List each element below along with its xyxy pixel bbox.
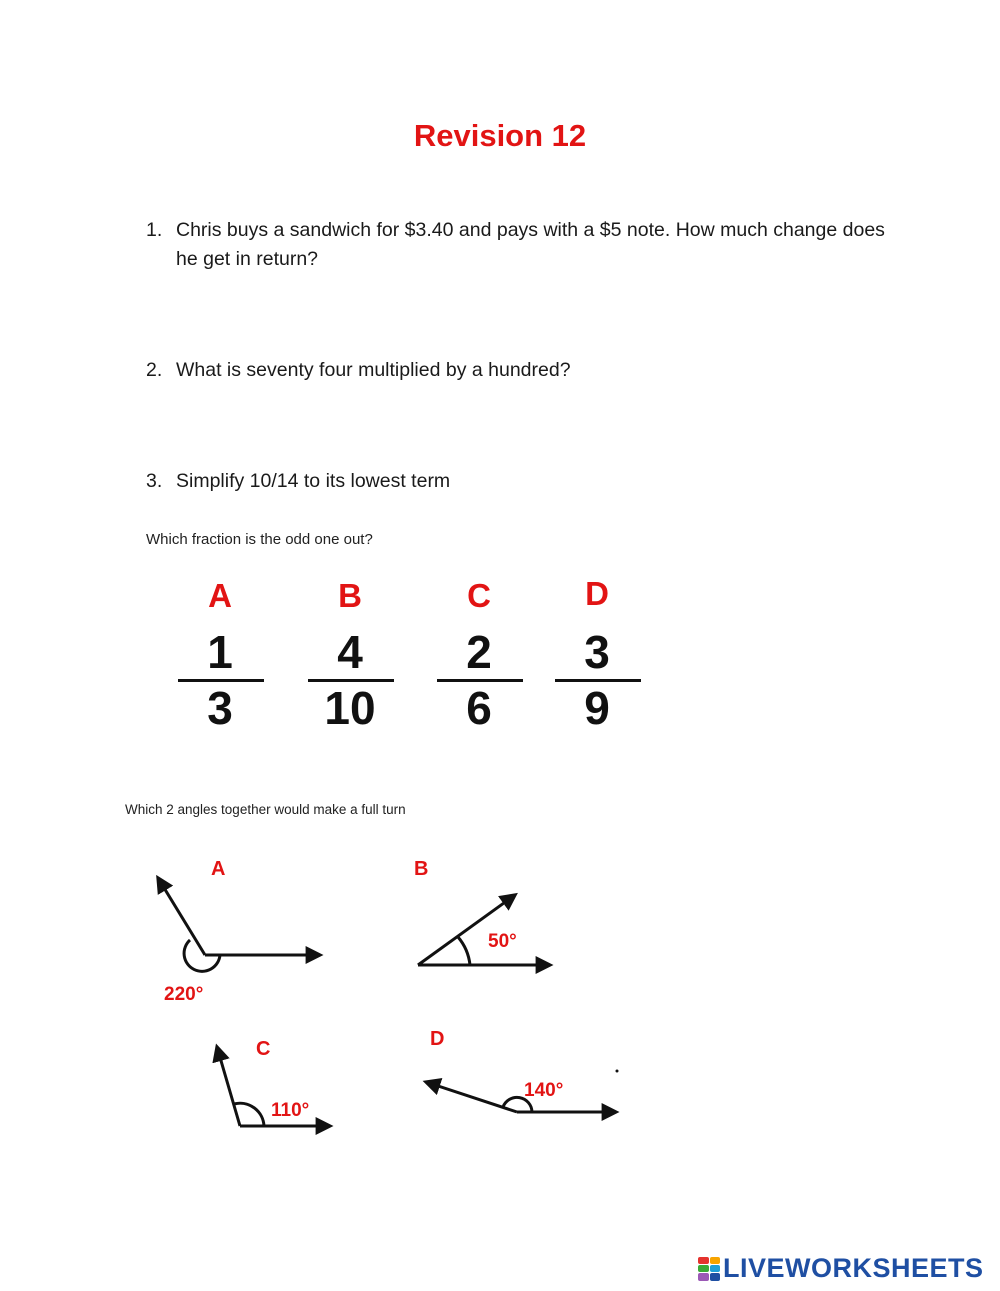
angle-c-letter: C	[256, 1038, 271, 1060]
angle-d-diagram	[426, 1070, 619, 1113]
page-title: Revision 12	[413, 118, 587, 153]
fraction-c-letter: C	[467, 577, 491, 614]
fraction-d-denominator: 9	[584, 682, 610, 734]
question-text: Chris buys a sandwich for $3.40 and pays with a $5 note. How much change does he get in return?	[176, 219, 885, 270]
fraction-a-letter: A	[208, 577, 232, 614]
fraction-d-letter: D	[585, 575, 609, 612]
question-number: 1.	[146, 219, 163, 241]
angle-b-degrees: 50°	[488, 931, 517, 952]
angle-b-arc	[458, 937, 470, 965]
fraction-c-denominator: 6	[466, 682, 492, 734]
question-text: What is seventy four multiplied by a hundred?	[176, 359, 571, 381]
fraction-c-numerator: 2	[466, 626, 492, 678]
angle-c-degrees: 110°	[271, 1100, 310, 1121]
fraction-a-denominator: 3	[207, 682, 233, 734]
fraction-b-numerator: 4	[337, 626, 363, 678]
angle-b-letter: B	[414, 858, 429, 880]
fraction-a-numerator: 1	[207, 626, 233, 678]
angle-b-diagram	[418, 895, 550, 965]
liveworksheets-logo	[698, 1253, 984, 1284]
logo-text: LIVEWORKSHEETS	[723, 1253, 984, 1283]
fractions-prompt: Which fraction is the odd one out?	[146, 531, 373, 548]
fraction-b-letter: B	[338, 577, 362, 614]
question-text: Simplify 10/14 to its lowest term	[176, 470, 451, 492]
angle-a-degrees: 220°	[164, 984, 204, 1005]
fraction-d-numerator: 3	[584, 626, 610, 678]
angle-a-letter: A	[211, 858, 226, 880]
fraction-b-denominator: 10	[324, 682, 376, 734]
logo-mark-icon	[698, 1257, 720, 1281]
angle-d-degrees: 140°	[524, 1080, 564, 1101]
angle-a-diagram	[158, 878, 320, 971]
question-number: 2.	[146, 359, 163, 381]
angles-prompt: Which 2 angles together would make a full turn	[125, 802, 406, 817]
angle-d-letter: D	[430, 1028, 445, 1050]
question-number: 3.	[146, 470, 163, 492]
